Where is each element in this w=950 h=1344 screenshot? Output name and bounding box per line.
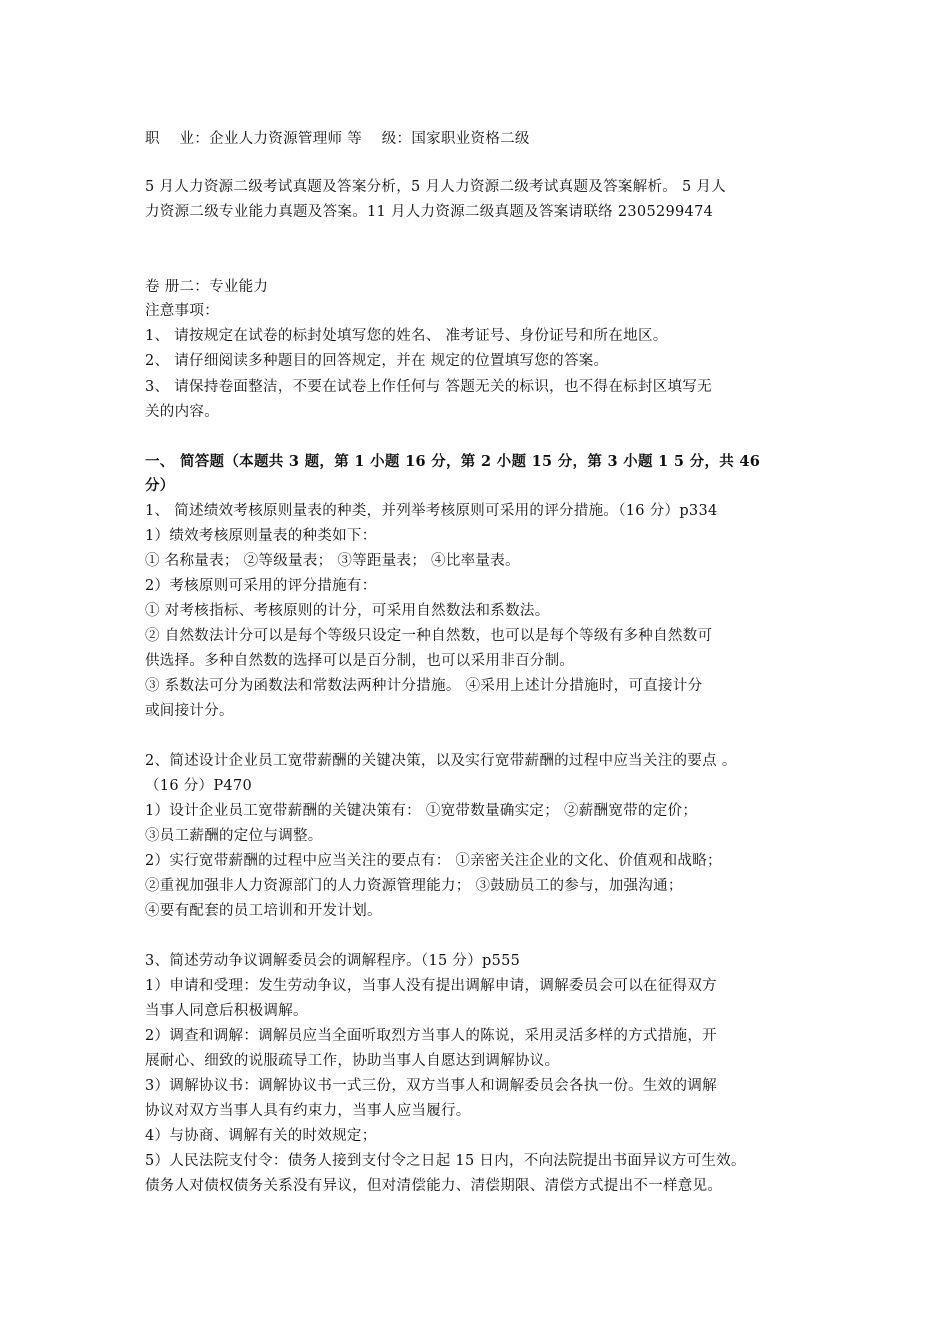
q3-line: 3）调解协议书：调解协议书一式三份，双方当事人和调解委员会各执一份。生效的调解 bbox=[145, 1078, 717, 1094]
q2-line: ③员工薪酬的定位与调整。 bbox=[145, 828, 323, 844]
q3-line: 4）与协商、调解有关的时效规定； bbox=[145, 1128, 377, 1144]
exam-header: 职 业：企业人力资源管理师 等 级：国家职业资格二级 bbox=[145, 131, 530, 147]
notice-item-1: 1、 请按规定在试卷的标封处填写您的姓名、 准考证号、身份证号和所在地区。 bbox=[145, 328, 668, 344]
q3-line: 2）调查和调解：调解员应当全面听取烈方当事人的陈说，采用灵活多样的方式措施，开 bbox=[145, 1028, 717, 1044]
volume-title: 卷 册二：专业能力 bbox=[145, 279, 269, 295]
notice-item-3-cont: 关的内容。 bbox=[145, 404, 219, 420]
q1-line: ③ 系数法可分为函数法和常数法两种计分措施。 ④采用上述计分措施时，可直接计分 bbox=[145, 678, 703, 694]
q1-line: ② 自然数法计分可以是每个等级只设定一种自然数，也可以是每个等级有多种自然数可 bbox=[145, 628, 713, 644]
q3-line: 协议对双方当事人具有约束力，当事人应当履行。 bbox=[145, 1103, 471, 1119]
notice-item-2: 2、 请仔细阅读多种题目的回答规定，并在 规定的位置填写您的答案。 bbox=[145, 353, 609, 369]
q3-line: 债务人对债权债务关系没有异议，但对清偿能力、清偿期限、清偿方式提出不一样意见。 bbox=[145, 1178, 723, 1194]
q3-title: 3、简述劳动争议调解委员会的调解程序。（15 分）p555 bbox=[145, 953, 521, 969]
q1-line: 供选择。多种自然数的选择可以是百分制，也可以采用非百分制。 bbox=[145, 653, 575, 669]
intro-line-1: 5 月人力资源二级考试真题及答案分析，5 月人力资源二级考试真题及答案解析。 5 月人 bbox=[145, 179, 727, 195]
q2-line: （16 分）P470 bbox=[145, 778, 252, 794]
q2-line: 1）设计企业员工宽带薪酬的关键决策有： ①宽带数量确实定； ②薪酬宽带的定价； bbox=[145, 803, 698, 819]
q1-line: 或间接计分。 bbox=[145, 703, 234, 719]
q2-title: 2、简述设计企业员工宽带薪酬的关键决策，以及实行宽带薪酬的过程中应当关注的要点 。 bbox=[145, 753, 737, 769]
q3-line: 当事人同意后积极调解。 bbox=[145, 1003, 308, 1019]
q2-line: 2）实行宽带薪酬的过程中应当关注的要点有： ①亲密关注企业的文化、价值观和战略； bbox=[145, 853, 722, 869]
q1-line: ① 对考核指标、考核原则的计分，可采用自然数法和系数法。 bbox=[145, 603, 550, 619]
q3-line: 展耐心、细致的说服疏导工作，协助当事人自愿达到调解协议。 bbox=[145, 1053, 560, 1069]
section-heading: 一、 简答题（本题共 3 题，第 1 小题 16 分，第 2 小题 15 分，第 3 小题 1 5 分，共 46 bbox=[145, 453, 761, 470]
q2-line: ②重视加强非人力资源部门的人力资源管理能力； ③鼓励员工的参与，加强沟通； bbox=[145, 878, 683, 894]
q3-line: 1）申请和受理：发生劳动争议，当事人没有提出调解申请，调解委员会可以在征得双方 bbox=[145, 978, 717, 994]
q2-line: ④要有配套的员工培训和开发计划。 bbox=[145, 903, 382, 919]
q3-line: 5）人民法院支付令：债务人接到支付令之日起 15 日内，不向法院提出书面异议方可生效。 bbox=[145, 1153, 746, 1169]
section-heading-cont: 分） bbox=[145, 477, 175, 494]
q1-line: 1）绩效考核原则量表的种类如下： bbox=[145, 528, 377, 544]
q1-title: 1、 简述绩效考核原则量表的种类，并列举考核原则可采用的评分措施。（16 分）p334 bbox=[145, 503, 718, 519]
q1-line: ① 名称量表； ②等级量表； ③等距量表； ④比率量表。 bbox=[145, 553, 520, 569]
intro-line-2: 力资源二级专业能力真题及答案。11 月人力资源二级真题及答案请联络 2305299474 bbox=[145, 204, 714, 220]
notice-title: 注意事项： bbox=[145, 303, 219, 319]
q1-line: 2）考核原则可采用的评分措施有： bbox=[145, 578, 377, 594]
notice-item-3: 3、 请保持卷面整洁，不要在试卷上作任何与 答题无关的标识，也不得在标封区填写无 bbox=[145, 379, 712, 395]
